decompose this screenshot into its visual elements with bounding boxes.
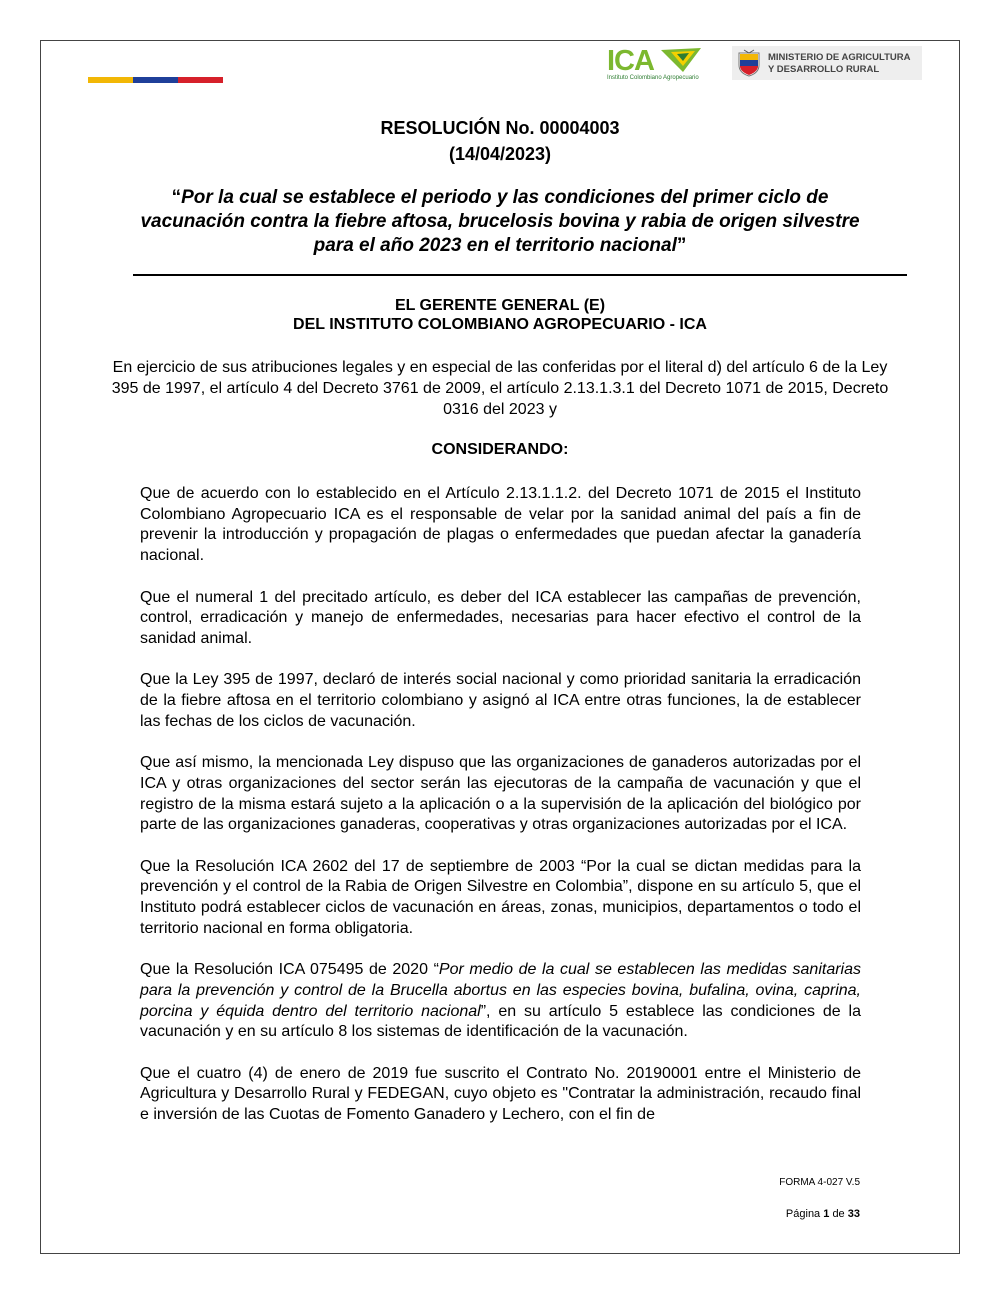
flag-yellow-stripe <box>88 77 133 83</box>
form-code: FORMA 4-027 V.5 <box>779 1177 860 1188</box>
paragraph-text: Que la Resolución ICA 075495 de 2020 “ <box>140 961 439 979</box>
page-number <box>786 1208 860 1220</box>
subject-open-quote: “ <box>171 187 182 208</box>
considerations-body <box>140 484 861 1126</box>
page-total: 33 <box>847 1208 860 1220</box>
authority-line-1: EL GERENTE GENERAL (E) <box>394 297 606 314</box>
ministry-line-1: MINISTERIO DE AGRICULTURA <box>768 52 911 63</box>
intro-paragraph: En ejercicio de sus atribuciones legales y en especial de las conferidas por el literal d) del artículo 6 de la Ley 395 de 1997, el artículo 4 del Decreto 3761 de 2009, el artículo 2.13.1.3.1 del Decreto 1071 de 2015, Decreto 0316 del 2023 y <box>111 359 889 418</box>
ministry-logo <box>732 46 922 80</box>
consideration-paragraph: Que la Resolución ICA 2602 del 17 de septiembre de 2003 “Por la cual se dictan medidas para la prevención y el control de la Rabia de Origen Silvestre en Colombia”, dispone en su artículo 5, que el Instituto podrá establecer ciclos de vacunación en áreas, zonas, municipios, departamentos o todo el territorio nacional en forma obligatoria. <box>140 857 861 937</box>
colombia-flag-bar <box>88 77 223 83</box>
paragraph-text: ”, en su artículo 5 establece las condiciones de la vacunación y en su artículo 8 los sistemas de identificación de la vacunación. <box>140 1002 861 1041</box>
consideration-paragraph: Que así mismo, la mencionada Ley dispuso que las organizaciones de ganaderos autorizadas por el ICA y otras organizaciones del sector serán las ejecutoras de la campaña de vacunación y que el registro de la misma estará sujeto a la aplicación o a la supervisión de la aplicación del biológico por parte de las organizaciones ganaderas, cooperativas y otras organizaciones autorizadas por el ICA. <box>140 754 861 834</box>
consideration-paragraph: Que de acuerdo con lo establecido en el Artículo 2.13.1.1.2. del Decreto 1071 de 2015 el Instituto Colombiano Agropecuario ICA es el responsable de velar por la sanidad animal del país a fin de prevenir la introducción y propagación de plagas o enfermedades que puedan afectar la ganadería nacional. <box>140 485 861 565</box>
consideration-paragraph: Que el numeral 1 del precitado artículo, es deber del ICA establecer las campañas de prevención, control, erradicación y manejo de enfermedades, necesarias para hacer efectivo el control de la sanidad animal. <box>140 588 861 647</box>
ministry-line-2: Y DESARROLLO RURAL <box>768 64 880 75</box>
consideration-paragraph: Que el cuatro (4) de enero de 2019 fue suscrito el Contrato No. 20190001 entre el Ministerio de Agricultura y Desarrollo Rural y FEDEGAN, cuyo objeto es "Contratar la administración, recaudo final e inversión de las Cuotas de Fomento Ganadero y Lechero, con el fin de <box>140 1064 861 1123</box>
ministry-name <box>768 52 911 76</box>
page-label: Página <box>785 1208 821 1220</box>
authority-heading <box>100 296 900 334</box>
ica-logo-subtitle: Instituto Colombiano Agropecuario <box>607 75 699 81</box>
title-divider <box>133 274 907 276</box>
subject-text: Por la cual se establece el periodo y las condiciones del primer ciclo de vacunación contra la fiebre aftosa, brucelosis bovina y rabia de origen silvestre para el año 2023 en el territorio nacional <box>140 187 860 256</box>
resolution-number: RESOLUCIÓN No. 00004003 <box>380 118 620 138</box>
coat-of-arms-icon <box>736 49 762 77</box>
resolution-title-italic: Por medio de la cual se establecen las medidas sanitarias para la prevención y control de la Brucella abortus en las especies bovina, bufalina, ovina, caprina, porcina y équida dentro del territorio nacional <box>140 961 862 1020</box>
consideration-paragraph: Que la Ley 395 de 1997, declaró de interés social nacional y como prioridad sanitaria la erradicación de la fiebre aftosa en el territorio colombiano y asignó al ICA entre otras funciones, la de establecer las fechas de los ciclos de vacunación. <box>140 671 861 730</box>
subject-close-quote: ” <box>676 235 687 256</box>
page-of: de <box>832 1208 845 1220</box>
ica-logo <box>607 46 702 84</box>
flag-blue-stripe <box>133 77 178 83</box>
ica-leaf-icon <box>661 48 703 74</box>
resolution-date: (14/04/2023) <box>448 144 552 164</box>
consideration-paragraph <box>140 960 861 1043</box>
considering-heading: CONSIDERANDO: <box>431 441 569 458</box>
flag-red-stripe <box>178 77 223 83</box>
resolution-title <box>100 115 900 167</box>
page-current: 1 <box>823 1208 830 1220</box>
resolution-subject <box>130 186 870 258</box>
authority-line-2: DEL INSTITUTO COLOMBIANO AGROPECUARIO - ICA <box>293 316 707 333</box>
ica-logo-text: ICA <box>607 45 654 77</box>
